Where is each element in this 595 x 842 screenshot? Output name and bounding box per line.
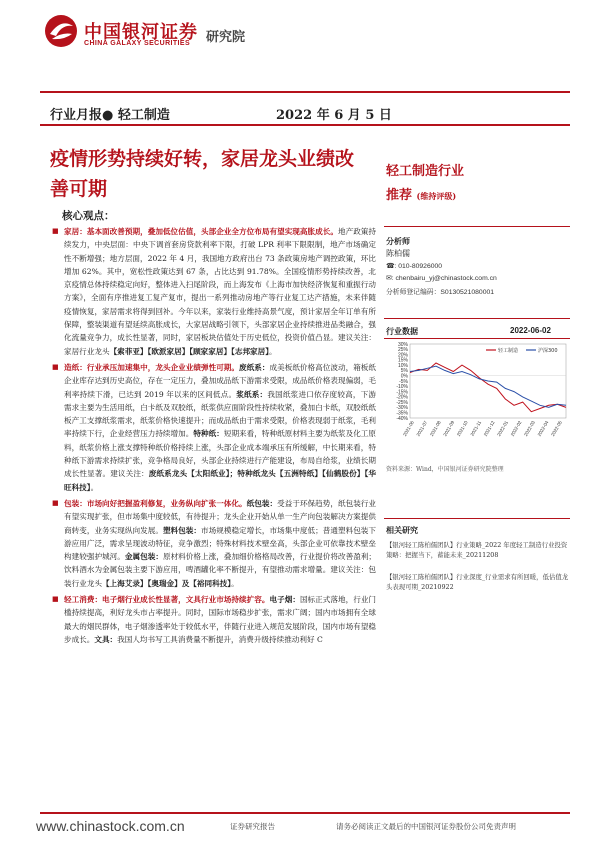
y-tick-label: 20% bbox=[397, 352, 408, 359]
y-tick-label: 0% bbox=[400, 373, 408, 380]
paragraph-text: 。 bbox=[90, 482, 99, 492]
series-line-light-industry bbox=[410, 363, 566, 412]
paragraph-lead: 家居：基本面改善预期，叠加低位估值，头部企业全方位布局有望实现高胀成长。 bbox=[64, 227, 338, 236]
industry-name: 轻工制造行业 bbox=[386, 164, 465, 179]
institute-label: 研究院 bbox=[206, 29, 246, 44]
paragraph-text: 电子烟： bbox=[269, 595, 300, 605]
paragraph-text: 特种纸： bbox=[193, 429, 224, 439]
y-tick-label: -30% bbox=[396, 405, 408, 412]
x-tick-label: 2021-08 bbox=[429, 420, 442, 438]
y-tick-label: 15% bbox=[397, 357, 408, 364]
y-tick-label: -10% bbox=[396, 384, 408, 391]
x-tick-label: 2021-09 bbox=[442, 420, 456, 438]
body-paragraph bbox=[52, 361, 376, 494]
legend-label: 沪深300 bbox=[538, 347, 558, 354]
paragraph-text: 废纸系龙头【太阳纸业】；特种纸龙头【五洲特纸】【仙鹤股份】【华旺科技】 bbox=[64, 469, 376, 492]
y-tick-label: 5% bbox=[400, 368, 408, 375]
core-label: 核心观点： bbox=[62, 210, 115, 222]
y-tick-label: 30% bbox=[397, 341, 408, 348]
y-tick-label: -5% bbox=[399, 378, 408, 385]
x-tick-label: 2022-03 bbox=[523, 420, 536, 438]
header-divider bbox=[40, 91, 570, 93]
paragraph-text: 。 bbox=[269, 346, 277, 356]
paragraph-text: 我国纸浆进口依存度较高，下游需求主要为生活用纸，白卡纸及双胶纸，纸浆供应面阶段性持续收紧，叠加白卡纸，双胶纸纸板产工支撑纸浆需求，纸浆价格快速提升；而成品纸由于需求受限，价格表现弱于纸浆，毛利率持续下行，企业经营压力持续增加。 bbox=[64, 389, 377, 439]
paragraph-text: 短期来看，特种纸原材料主要为纸浆及化工原料，纸浆价格上涨支撑特种纸价格持续上涨，头部企业成本端承压有所缓解，中长期来看，特种纸下游需求持续扩张，竞争格局良好，头部企业持续进行产能建设，布局自给浆，业绩长期成长性显著。建议关注： bbox=[64, 429, 377, 479]
main-body bbox=[52, 225, 376, 649]
rating bbox=[386, 184, 456, 203]
industry-data-heading: 行业数据 bbox=[386, 326, 418, 336]
related-research-item[interactable]: 【银河轻工陈柏儒团队】行业策略_2022 年度轻工制造行业投资策略：把握当下，蓄能未来_20211208 bbox=[386, 541, 568, 559]
legend-label: 轻工制造 bbox=[498, 347, 519, 354]
y-tick-label: -40% bbox=[396, 415, 408, 422]
x-tick-label: 2021-11 bbox=[469, 420, 483, 437]
body-paragraph bbox=[52, 593, 376, 646]
paragraph-lead: 包装：市场向好把握盈利修复，业务纵向扩张一体化。 bbox=[64, 498, 247, 508]
paragraph-text: 成美板纸价格高位波动，箱板纸企业库存达到历史高位，存在一定压力，叠加成品纸下游需求受限，成品纸价格表现偏弱，毛利率持续下滑，已达到 2019 年以来的区间低点。 bbox=[64, 362, 377, 399]
sidebar-divider-4 bbox=[384, 518, 570, 519]
y-tick-label: 25% bbox=[397, 347, 408, 354]
paragraph-text: 浆纸系： bbox=[236, 389, 268, 399]
related-research-item[interactable]: 【银河轻工陈柏儒团队】行业深度_行业需求有所回暖，低估值龙头表现可期_20210922 bbox=[386, 573, 569, 591]
paragraph-lead: 轻工消费：电子烟行业成长性显著，文具行业市场持续扩容。 bbox=[64, 595, 270, 605]
footer-label: 证券研究报告 bbox=[230, 822, 275, 831]
report-type: 行业月报● 轻工制造 bbox=[50, 108, 170, 123]
y-tick-label: -20% bbox=[396, 394, 408, 401]
paragraph-text: 【上海艾录】【奥瑞金】及【裕同科技】 bbox=[101, 578, 232, 588]
industry-chart bbox=[386, 340, 570, 458]
paragraph-text: 文具： bbox=[94, 634, 118, 644]
rating-value: 推荐 bbox=[386, 188, 413, 203]
industry-data-date: 2022-06-02 bbox=[510, 326, 551, 335]
paragraph-text: 我国人均书写工具消费量不断提升，消费升级持续推动利好 C bbox=[117, 634, 323, 644]
series-line-csi300 bbox=[410, 366, 566, 407]
report-date: 2022 年 6 月 5 日 bbox=[276, 108, 392, 123]
related-research-heading: 相关研究 bbox=[386, 525, 418, 535]
analyst-phone: ☎: 010-80926000 bbox=[386, 263, 443, 270]
body-paragraph bbox=[52, 225, 376, 358]
paragraph-text: 金属包装： bbox=[124, 552, 163, 562]
x-tick-label: 2021-12 bbox=[482, 420, 496, 438]
analyst-heading: 分析师 bbox=[386, 236, 410, 246]
footer-disclaimer: 请务必阅读正文最后的中国银河证券股份公司免责声明 bbox=[336, 822, 516, 831]
x-tick-label: 2022-04 bbox=[536, 420, 550, 438]
paragraph-text: 国标正式落地，行业门槛持续提高，利好龙头市占率提升。同时，国际市场稳步扩张，需求广阔；国内市场拥有全球最大的烟民群体，电子烟渗透率处于较低水平，伴随行业进入规范发展阶段，国内市场有望稳步成长。 bbox=[64, 595, 377, 644]
y-tick-label: -25% bbox=[396, 399, 408, 406]
rating-note: (维持评级) bbox=[416, 191, 457, 201]
body-paragraph bbox=[52, 497, 376, 590]
x-tick-label: 2022-01 bbox=[496, 420, 510, 438]
paragraph-text: 塑料包装： bbox=[162, 525, 201, 535]
paragraph-text: 地产政策持续发力，中央层面：中央下调首套房贷款利率下限，打破 LPR 利率下限限制，地产市场确定性不断增强；地方层面，2022 年 4 月，我国地方政府出台 73 条政策房地产调控政策，环比增加 62%。其中，宽松性政策达到 67 条，占比达到 91.78%。全国疫情形势持续改善，北京疫情总体持续稳定向好，整体进入扫尾阶段，而上海发布《上海市加快经济恢复和重振行动方案》，全面有序推进复工复产复市，提出一系列推动房地产等行业复工达产措施，未来伴随疫情恢复，家居需求将得到回补。今年以来，家装行业维持高景气度，预计家居全年订单有所保障，整装渠道有望延续高胀成长，大家居战略引领下，头部家居企业持续推进品类融合，强化流量竞争力，成长性显著，同时，家居板块估值处于历史低位，投资价值凸显。建议关注：家居行业龙头 bbox=[64, 227, 377, 356]
analyst-cert: 分析师登记编码：S0130521080001 bbox=[386, 289, 495, 296]
paragraph-text: 原材料价格上涨，叠加细价格格局改善，行业提价将改善盈利；饮料酒水为金属包装主要下游应用，啤酒罐化率不断提升，有望推动需求增量。建议关注：包装行业龙头 bbox=[64, 552, 377, 588]
paragraph-text: 废纸系： bbox=[239, 362, 270, 372]
footer-divider bbox=[40, 812, 570, 814]
x-tick-label: 2022-02 bbox=[509, 420, 523, 438]
x-tick-label: 2021-10 bbox=[455, 420, 469, 438]
sidebar-divider-3 bbox=[384, 338, 570, 339]
logo-name-cn: 中国银河证券 bbox=[84, 22, 198, 42]
y-tick-label: -15% bbox=[396, 389, 408, 396]
galaxy-logo-icon bbox=[44, 14, 78, 48]
sidebar-divider-2 bbox=[384, 318, 570, 319]
chart-source: 资料来源：Wind，中国银河证券研究院整理 bbox=[386, 466, 504, 473]
paragraph-text: 。 bbox=[231, 578, 239, 588]
x-tick-label: 2021-07 bbox=[415, 420, 429, 438]
paragraph-text: 纸包装： bbox=[246, 498, 278, 508]
x-tick-label: 2022-05 bbox=[550, 420, 563, 438]
paragraph-lead: 造纸：行业承压加速集中，龙头企业业绩弹性可期。 bbox=[64, 362, 240, 372]
x-tick-label: 2021-06 bbox=[402, 420, 415, 438]
y-tick-label: 10% bbox=[397, 362, 408, 369]
paragraph-text: 市场规模稳定增长，市场集中度低；普通塑料包装下游应用广泛，需求呈现波动特征，竞争激烈；特殊材料技术壁垒高，头部企业可依靠技术壁垒构建较强护城河。 bbox=[64, 525, 377, 562]
sidebar-divider bbox=[384, 226, 570, 227]
y-tick-label: -35% bbox=[396, 410, 408, 417]
footer-url[interactable]: www.chinastock.com.cn bbox=[36, 818, 185, 834]
analyst-name: 陈柏儒 bbox=[386, 249, 410, 258]
analyst-email[interactable]: ✉: chenbairu_yj@chinastock.com.cn bbox=[386, 275, 497, 282]
paragraph-text: 受益于环保趋势，纸包装行业有望实现扩张，但市场集中度较低，有待提升；龙头企业开始从单一生产向包装解决方案提供商转变，业务实现纵向发展。 bbox=[64, 498, 377, 535]
logo-name-en: CHINA GALAXY SECURITIES bbox=[84, 40, 191, 47]
paragraph-text: 【索菲亚】【欧派家居】【顾家家居】【志邦家居】 bbox=[109, 346, 270, 356]
page-title: 疫情形势持续好转，家居龙头业绩改善可期 bbox=[50, 148, 355, 200]
title-divider bbox=[40, 124, 570, 126]
